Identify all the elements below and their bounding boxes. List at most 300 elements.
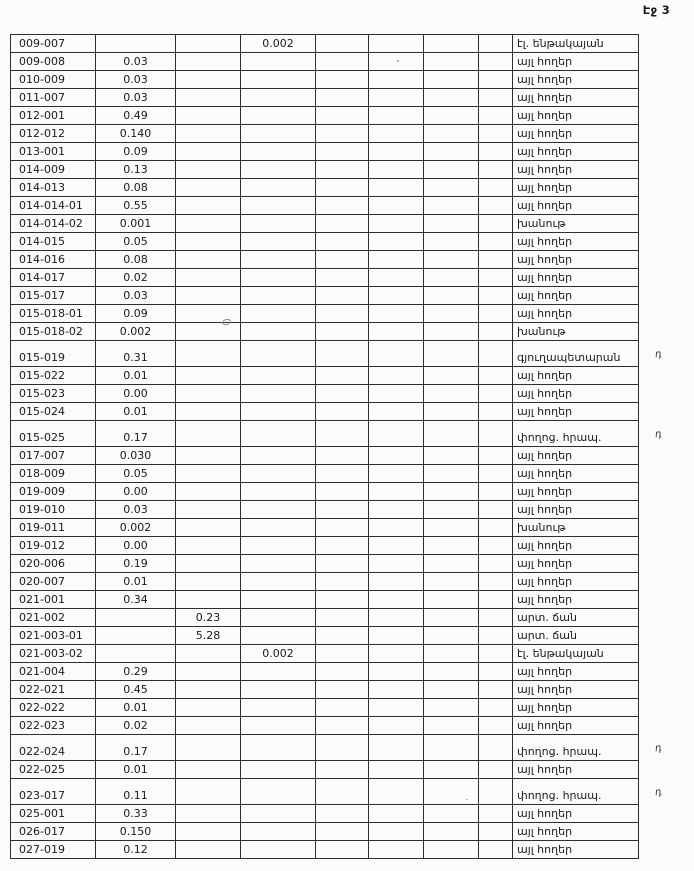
land-use-text: այլ հողեր xyxy=(517,199,573,212)
empty-cell-3 xyxy=(424,627,479,645)
empty-cell-2 xyxy=(369,681,424,699)
area-value-cell-3 xyxy=(241,573,316,591)
land-use-text: այլ հողեր xyxy=(517,145,573,158)
parcel-code-cell: 014-009 xyxy=(11,161,96,179)
parcel-code-cell: 022-024 xyxy=(11,735,96,761)
land-use-text: փողոց. հրապ. xyxy=(517,745,602,758)
empty-cell-3 xyxy=(424,53,479,71)
land-use-text: այլ հողեր xyxy=(517,665,573,678)
empty-cell-1 xyxy=(316,483,369,501)
empty-cell-3 xyxy=(424,161,479,179)
area-value-cell-1: 0.002 xyxy=(96,519,176,537)
land-use-cell xyxy=(513,287,639,305)
empty-cell-4 xyxy=(479,823,513,841)
empty-cell-3 xyxy=(424,323,479,341)
empty-cell-3 xyxy=(424,591,479,609)
area-value-cell-3 xyxy=(241,107,316,125)
empty-cell-4 xyxy=(479,125,513,143)
area-value-cell-2 xyxy=(176,717,241,735)
empty-cell-2 xyxy=(369,341,424,367)
parcel-row xyxy=(11,161,639,179)
parcel-row xyxy=(11,483,639,501)
area-value-cell-3 xyxy=(241,367,316,385)
area-value-cell-2 xyxy=(176,53,241,71)
empty-cell-1 xyxy=(316,591,369,609)
land-use-text: այլ հողեր xyxy=(517,91,573,104)
empty-cell-4 xyxy=(479,537,513,555)
parcel-row xyxy=(11,287,639,305)
empty-cell-1 xyxy=(316,501,369,519)
land-use-text: արտ. ճան xyxy=(517,629,577,642)
parcel-code-cell: 015-018-01 xyxy=(11,305,96,323)
parcel-row xyxy=(11,573,639,591)
parcel-table-body xyxy=(11,35,663,859)
empty-cell-1 xyxy=(316,779,369,805)
land-use-cell xyxy=(513,555,639,573)
empty-cell-1 xyxy=(316,823,369,841)
area-value-cell-1: 0.00 xyxy=(96,385,176,403)
area-value-cell-3 xyxy=(241,71,316,89)
parcel-code-cell: 020-007 xyxy=(11,573,96,591)
empty-cell-4 xyxy=(479,233,513,251)
empty-cell-1 xyxy=(316,125,369,143)
area-value-cell-1 xyxy=(96,645,176,663)
land-use-text: խանութ xyxy=(517,217,566,230)
land-use-cell xyxy=(513,519,639,537)
empty-cell-2 xyxy=(369,501,424,519)
empty-cell-3 xyxy=(424,663,479,681)
parcel-row xyxy=(11,89,639,107)
parcel-row xyxy=(11,805,639,823)
empty-cell-2 xyxy=(369,197,424,215)
area-value-cell-1: 0.05 xyxy=(96,233,176,251)
empty-cell-2 xyxy=(369,519,424,537)
empty-cell-1 xyxy=(316,161,369,179)
empty-cell-4 xyxy=(479,447,513,465)
empty-cell-3 xyxy=(424,421,479,447)
parcel-code-cell: 019-009 xyxy=(11,483,96,501)
empty-cell-2 xyxy=(369,447,424,465)
land-use-cell xyxy=(513,125,639,143)
area-value-cell-2 xyxy=(176,681,241,699)
empty-cell-4 xyxy=(479,805,513,823)
area-value-cell-1: 0.030 xyxy=(96,447,176,465)
parcel-code-cell: 021-003-02 xyxy=(11,645,96,663)
area-value-cell-2 xyxy=(176,735,241,761)
parcel-code-cell: 015-025 xyxy=(11,421,96,447)
empty-cell-4 xyxy=(479,627,513,645)
area-value-cell-3 xyxy=(241,483,316,501)
empty-cell-4 xyxy=(479,197,513,215)
empty-cell-4 xyxy=(479,483,513,501)
area-value-cell-1: 0.01 xyxy=(96,573,176,591)
empty-cell-1 xyxy=(316,805,369,823)
area-value-cell-1: 0.34 xyxy=(96,591,176,609)
empty-cell-4 xyxy=(479,501,513,519)
area-value-cell-3 xyxy=(241,89,316,107)
area-value-cell-2 xyxy=(176,483,241,501)
empty-cell-2 xyxy=(369,779,424,805)
area-value-cell-3 xyxy=(241,341,316,367)
parcel-row xyxy=(11,197,639,215)
empty-cell-3 xyxy=(424,385,479,403)
area-value-cell-1: 0.09 xyxy=(96,305,176,323)
area-value-cell-2 xyxy=(176,367,241,385)
empty-cell-2 xyxy=(369,465,424,483)
empty-cell-3 xyxy=(424,35,479,53)
land-use-text: այլ հողեր xyxy=(517,485,573,498)
area-value-cell-3 xyxy=(241,421,316,447)
land-use-text: այլ հողեր xyxy=(517,307,573,320)
empty-cell-4 xyxy=(479,555,513,573)
land-use-text: այլ հողեր xyxy=(517,683,573,696)
parcel-row xyxy=(11,555,639,573)
land-use-text: այլ հողեր xyxy=(517,253,573,266)
empty-cell-4 xyxy=(479,35,513,53)
area-value-cell-1: 0.09 xyxy=(96,143,176,161)
area-value-cell-1: 0.03 xyxy=(96,89,176,107)
empty-cell-1 xyxy=(316,341,369,367)
parcel-row xyxy=(11,125,639,143)
area-value-cell-3 xyxy=(241,591,316,609)
area-value-cell-1: 0.13 xyxy=(96,161,176,179)
empty-cell-4 xyxy=(479,735,513,761)
parcel-code-cell: 019-011 xyxy=(11,519,96,537)
empty-cell-1 xyxy=(316,627,369,645)
land-use-cell xyxy=(513,735,663,761)
empty-cell-4 xyxy=(479,287,513,305)
empty-cell-1 xyxy=(316,251,369,269)
parcel-code-cell: 025-001 xyxy=(11,805,96,823)
empty-cell-3 xyxy=(424,125,479,143)
land-use-cell xyxy=(513,403,639,421)
empty-cell-3 xyxy=(424,519,479,537)
land-use-cell xyxy=(513,465,639,483)
parcel-row xyxy=(11,735,639,761)
empty-cell-1 xyxy=(316,215,369,233)
empty-cell-3 xyxy=(424,823,479,841)
land-use-cell xyxy=(513,645,639,663)
parcel-code-cell: 022-025 xyxy=(11,761,96,779)
area-value-cell-1: 0.55 xyxy=(96,197,176,215)
parcel-row xyxy=(11,645,639,663)
land-use-cell xyxy=(513,699,639,717)
land-use-cell xyxy=(513,805,639,823)
parcel-row xyxy=(11,761,639,779)
empty-cell-3 xyxy=(424,717,479,735)
area-value-cell-3 xyxy=(241,609,316,627)
area-value-cell-3 xyxy=(241,447,316,465)
area-value-cell-2 xyxy=(176,287,241,305)
land-use-cell xyxy=(513,305,639,323)
area-value-cell-2 xyxy=(176,663,241,681)
empty-cell-1 xyxy=(316,537,369,555)
area-value-cell-3 xyxy=(241,699,316,717)
empty-cell-2 xyxy=(369,367,424,385)
area-value-cell-2 xyxy=(176,421,241,447)
parcel-code-cell: 023-017 xyxy=(11,779,96,805)
area-value-cell-1: 0.01 xyxy=(96,403,176,421)
land-use-text: այլ հողեր xyxy=(517,467,573,480)
page-number-label: Էջ 3 xyxy=(642,3,670,17)
area-value-cell-1: 0.12 xyxy=(96,841,176,859)
land-use-text: այլ հողեր xyxy=(517,55,573,68)
area-value-cell-3 xyxy=(241,519,316,537)
land-use-text: այլ հողեր xyxy=(517,235,573,248)
parcel-code-cell: 009-008 xyxy=(11,53,96,71)
land-use-text: այլ հողեր xyxy=(517,271,573,284)
empty-cell-3 xyxy=(424,681,479,699)
empty-cell-2 xyxy=(369,645,424,663)
area-value-cell-1: 0.33 xyxy=(96,805,176,823)
area-value-cell-1: 0.08 xyxy=(96,251,176,269)
empty-cell-2 xyxy=(369,609,424,627)
empty-cell-1 xyxy=(316,53,369,71)
empty-cell-1 xyxy=(316,233,369,251)
empty-cell-2 xyxy=(369,233,424,251)
land-use-text: փողոց. հրապ. xyxy=(517,431,602,444)
empty-cell-1 xyxy=(316,107,369,125)
land-use-cell xyxy=(513,421,663,447)
area-value-cell-2 xyxy=(176,215,241,233)
empty-cell-4 xyxy=(479,681,513,699)
empty-cell-4 xyxy=(479,385,513,403)
area-value-cell-1: 0.01 xyxy=(96,699,176,717)
area-value-cell-2 xyxy=(176,269,241,287)
area-value-cell-3 xyxy=(241,161,316,179)
parcel-row xyxy=(11,107,639,125)
empty-cell-3 xyxy=(424,71,479,89)
empty-cell-2 xyxy=(369,107,424,125)
parcel-row xyxy=(11,663,639,681)
empty-cell-1 xyxy=(316,421,369,447)
empty-cell-2 xyxy=(369,287,424,305)
parcel-row xyxy=(11,35,639,53)
area-value-cell-3 xyxy=(241,805,316,823)
empty-cell-2 xyxy=(369,823,424,841)
area-value-cell-2: 0.23 xyxy=(176,609,241,627)
area-value-cell-2 xyxy=(176,519,241,537)
area-value-cell-3 xyxy=(241,403,316,421)
empty-cell-3 xyxy=(424,761,479,779)
empty-cell-4 xyxy=(479,591,513,609)
empty-cell-2 xyxy=(369,421,424,447)
empty-cell-1 xyxy=(316,717,369,735)
parcel-row xyxy=(11,501,639,519)
land-use-text: էլ. ենթակայան xyxy=(517,37,604,50)
empty-cell-2 xyxy=(369,125,424,143)
land-use-cell xyxy=(513,717,639,735)
parcel-row xyxy=(11,717,639,735)
land-use-cell xyxy=(513,53,639,71)
area-value-cell-1 xyxy=(96,627,176,645)
area-value-cell-2 xyxy=(176,323,241,341)
empty-cell-1 xyxy=(316,197,369,215)
land-use-cell xyxy=(513,681,639,699)
area-value-cell-3 xyxy=(241,555,316,573)
land-use-text: այլ հողեր xyxy=(517,387,573,400)
land-use-cell xyxy=(513,269,639,287)
area-value-cell-3 xyxy=(241,841,316,859)
area-value-cell-2 xyxy=(176,233,241,251)
land-use-cell xyxy=(513,483,639,501)
parcel-code-cell: 019-012 xyxy=(11,537,96,555)
land-use-cell xyxy=(513,143,639,161)
parcel-code-cell: 018-009 xyxy=(11,465,96,483)
parcel-row xyxy=(11,591,639,609)
empty-cell-4 xyxy=(479,699,513,717)
area-value-cell-3 xyxy=(241,197,316,215)
empty-cell-2 xyxy=(369,161,424,179)
land-use-text: այլ հողեր xyxy=(517,405,573,418)
land-use-text: այլ հողեր xyxy=(517,575,573,588)
area-value-cell-3 xyxy=(241,465,316,483)
empty-cell-1 xyxy=(316,35,369,53)
empty-cell-4 xyxy=(479,269,513,287)
land-use-text: այլ հողեր xyxy=(517,763,573,776)
parcel-code-cell: 020-006 xyxy=(11,555,96,573)
empty-cell-1 xyxy=(316,645,369,663)
land-use-text: խանութ xyxy=(517,521,566,534)
empty-cell-2 xyxy=(369,35,424,53)
parcel-row xyxy=(11,609,639,627)
area-value-cell-2 xyxy=(176,251,241,269)
area-value-cell-2: 5.28 xyxy=(176,627,241,645)
empty-cell-4 xyxy=(479,573,513,591)
area-value-cell-3: 0.002 xyxy=(241,645,316,663)
land-use-text: այլ հողեր xyxy=(517,369,573,382)
area-value-cell-1: 0.17 xyxy=(96,735,176,761)
land-use-text: այլ հողեր xyxy=(517,181,573,194)
empty-cell-4 xyxy=(479,143,513,161)
area-value-cell-2 xyxy=(176,699,241,717)
handwritten-margin-note: դ xyxy=(654,428,663,441)
land-use-cell xyxy=(513,233,639,251)
area-value-cell-1: 0.01 xyxy=(96,367,176,385)
empty-cell-2 xyxy=(369,537,424,555)
area-value-cell-2 xyxy=(176,645,241,663)
parcel-code-cell: 014-013 xyxy=(11,179,96,197)
land-use-text: այլ հողեր xyxy=(517,719,573,732)
area-value-cell-2 xyxy=(176,805,241,823)
parcel-row xyxy=(11,447,639,465)
area-value-cell-3 xyxy=(241,779,316,805)
parcel-row xyxy=(11,367,639,385)
parcel-code-cell: 015-019 xyxy=(11,341,96,367)
area-value-cell-2 xyxy=(176,823,241,841)
parcel-code-cell: 019-010 xyxy=(11,501,96,519)
empty-cell-3 xyxy=(424,501,479,519)
area-value-cell-3 xyxy=(241,233,316,251)
parcel-code-cell: 017-007 xyxy=(11,447,96,465)
area-value-cell-1: 0.02 xyxy=(96,717,176,735)
empty-cell-1 xyxy=(316,555,369,573)
area-value-cell-2 xyxy=(176,197,241,215)
area-value-cell-1: 0.17 xyxy=(96,421,176,447)
area-value-cell-2 xyxy=(176,447,241,465)
parcel-row xyxy=(11,269,639,287)
area-value-cell-1: 0.49 xyxy=(96,107,176,125)
parcel-row xyxy=(11,681,639,699)
empty-cell-3 xyxy=(424,537,479,555)
empty-cell-1 xyxy=(316,447,369,465)
empty-cell-2 xyxy=(369,841,424,859)
area-value-cell-2 xyxy=(176,125,241,143)
empty-cell-1 xyxy=(316,385,369,403)
empty-cell-4 xyxy=(479,779,513,805)
parcel-row xyxy=(11,823,639,841)
land-use-text: այլ հողեր xyxy=(517,127,573,140)
area-value-cell-3 xyxy=(241,143,316,161)
parcel-code-cell: 014-014-02 xyxy=(11,215,96,233)
area-value-cell-2 xyxy=(176,761,241,779)
land-use-text: այլ հողեր xyxy=(517,807,573,820)
empty-cell-4 xyxy=(479,305,513,323)
land-use-cell xyxy=(513,197,639,215)
parcel-code-cell: 013-001 xyxy=(11,143,96,161)
area-value-cell-2 xyxy=(176,71,241,89)
empty-cell-2 xyxy=(369,555,424,573)
empty-cell-1 xyxy=(316,681,369,699)
parcel-code-cell: 015-022 xyxy=(11,367,96,385)
land-use-text: այլ հողեր xyxy=(517,539,573,552)
area-value-cell-3 xyxy=(241,537,316,555)
area-value-cell-3 xyxy=(241,761,316,779)
parcel-row xyxy=(11,421,639,447)
parcel-row xyxy=(11,233,639,251)
empty-cell-4 xyxy=(479,341,513,367)
empty-cell-2 xyxy=(369,403,424,421)
empty-cell-2 xyxy=(369,215,424,233)
land-use-text: այլ հողեր xyxy=(517,701,573,714)
empty-cell-1 xyxy=(316,573,369,591)
empty-cell-1 xyxy=(316,735,369,761)
empty-cell-4 xyxy=(479,107,513,125)
empty-cell-2 xyxy=(369,663,424,681)
land-use-text: արտ. ճան xyxy=(517,611,577,624)
area-value-cell-3 xyxy=(241,53,316,71)
empty-cell-4 xyxy=(479,367,513,385)
empty-cell-3 xyxy=(424,465,479,483)
area-value-cell-2 xyxy=(176,403,241,421)
empty-cell-4 xyxy=(479,421,513,447)
empty-cell-2 xyxy=(369,591,424,609)
empty-cell-1 xyxy=(316,269,369,287)
empty-cell-2 xyxy=(369,305,424,323)
area-value-cell-2 xyxy=(176,465,241,483)
area-value-cell-2 xyxy=(176,555,241,573)
empty-cell-1 xyxy=(316,367,369,385)
area-value-cell-1: 0.03 xyxy=(96,287,176,305)
area-value-cell-3 xyxy=(241,501,316,519)
empty-cell-3 xyxy=(424,251,479,269)
area-value-cell-3 xyxy=(241,385,316,403)
land-use-text: փողոց. հրապ. xyxy=(517,789,602,802)
area-value-cell-1: 0.03 xyxy=(96,71,176,89)
land-use-cell xyxy=(513,385,639,403)
empty-cell-1 xyxy=(316,305,369,323)
scan-speck xyxy=(397,60,399,62)
land-use-cell xyxy=(513,609,639,627)
empty-cell-2 xyxy=(369,143,424,161)
empty-cell-1 xyxy=(316,323,369,341)
empty-cell-3 xyxy=(424,179,479,197)
parcel-code-cell: 022-023 xyxy=(11,717,96,735)
parcel-code-cell: 010-009 xyxy=(11,71,96,89)
land-use-cell xyxy=(513,35,639,53)
empty-cell-3 xyxy=(424,805,479,823)
handwritten-margin-note: դ xyxy=(654,786,663,799)
